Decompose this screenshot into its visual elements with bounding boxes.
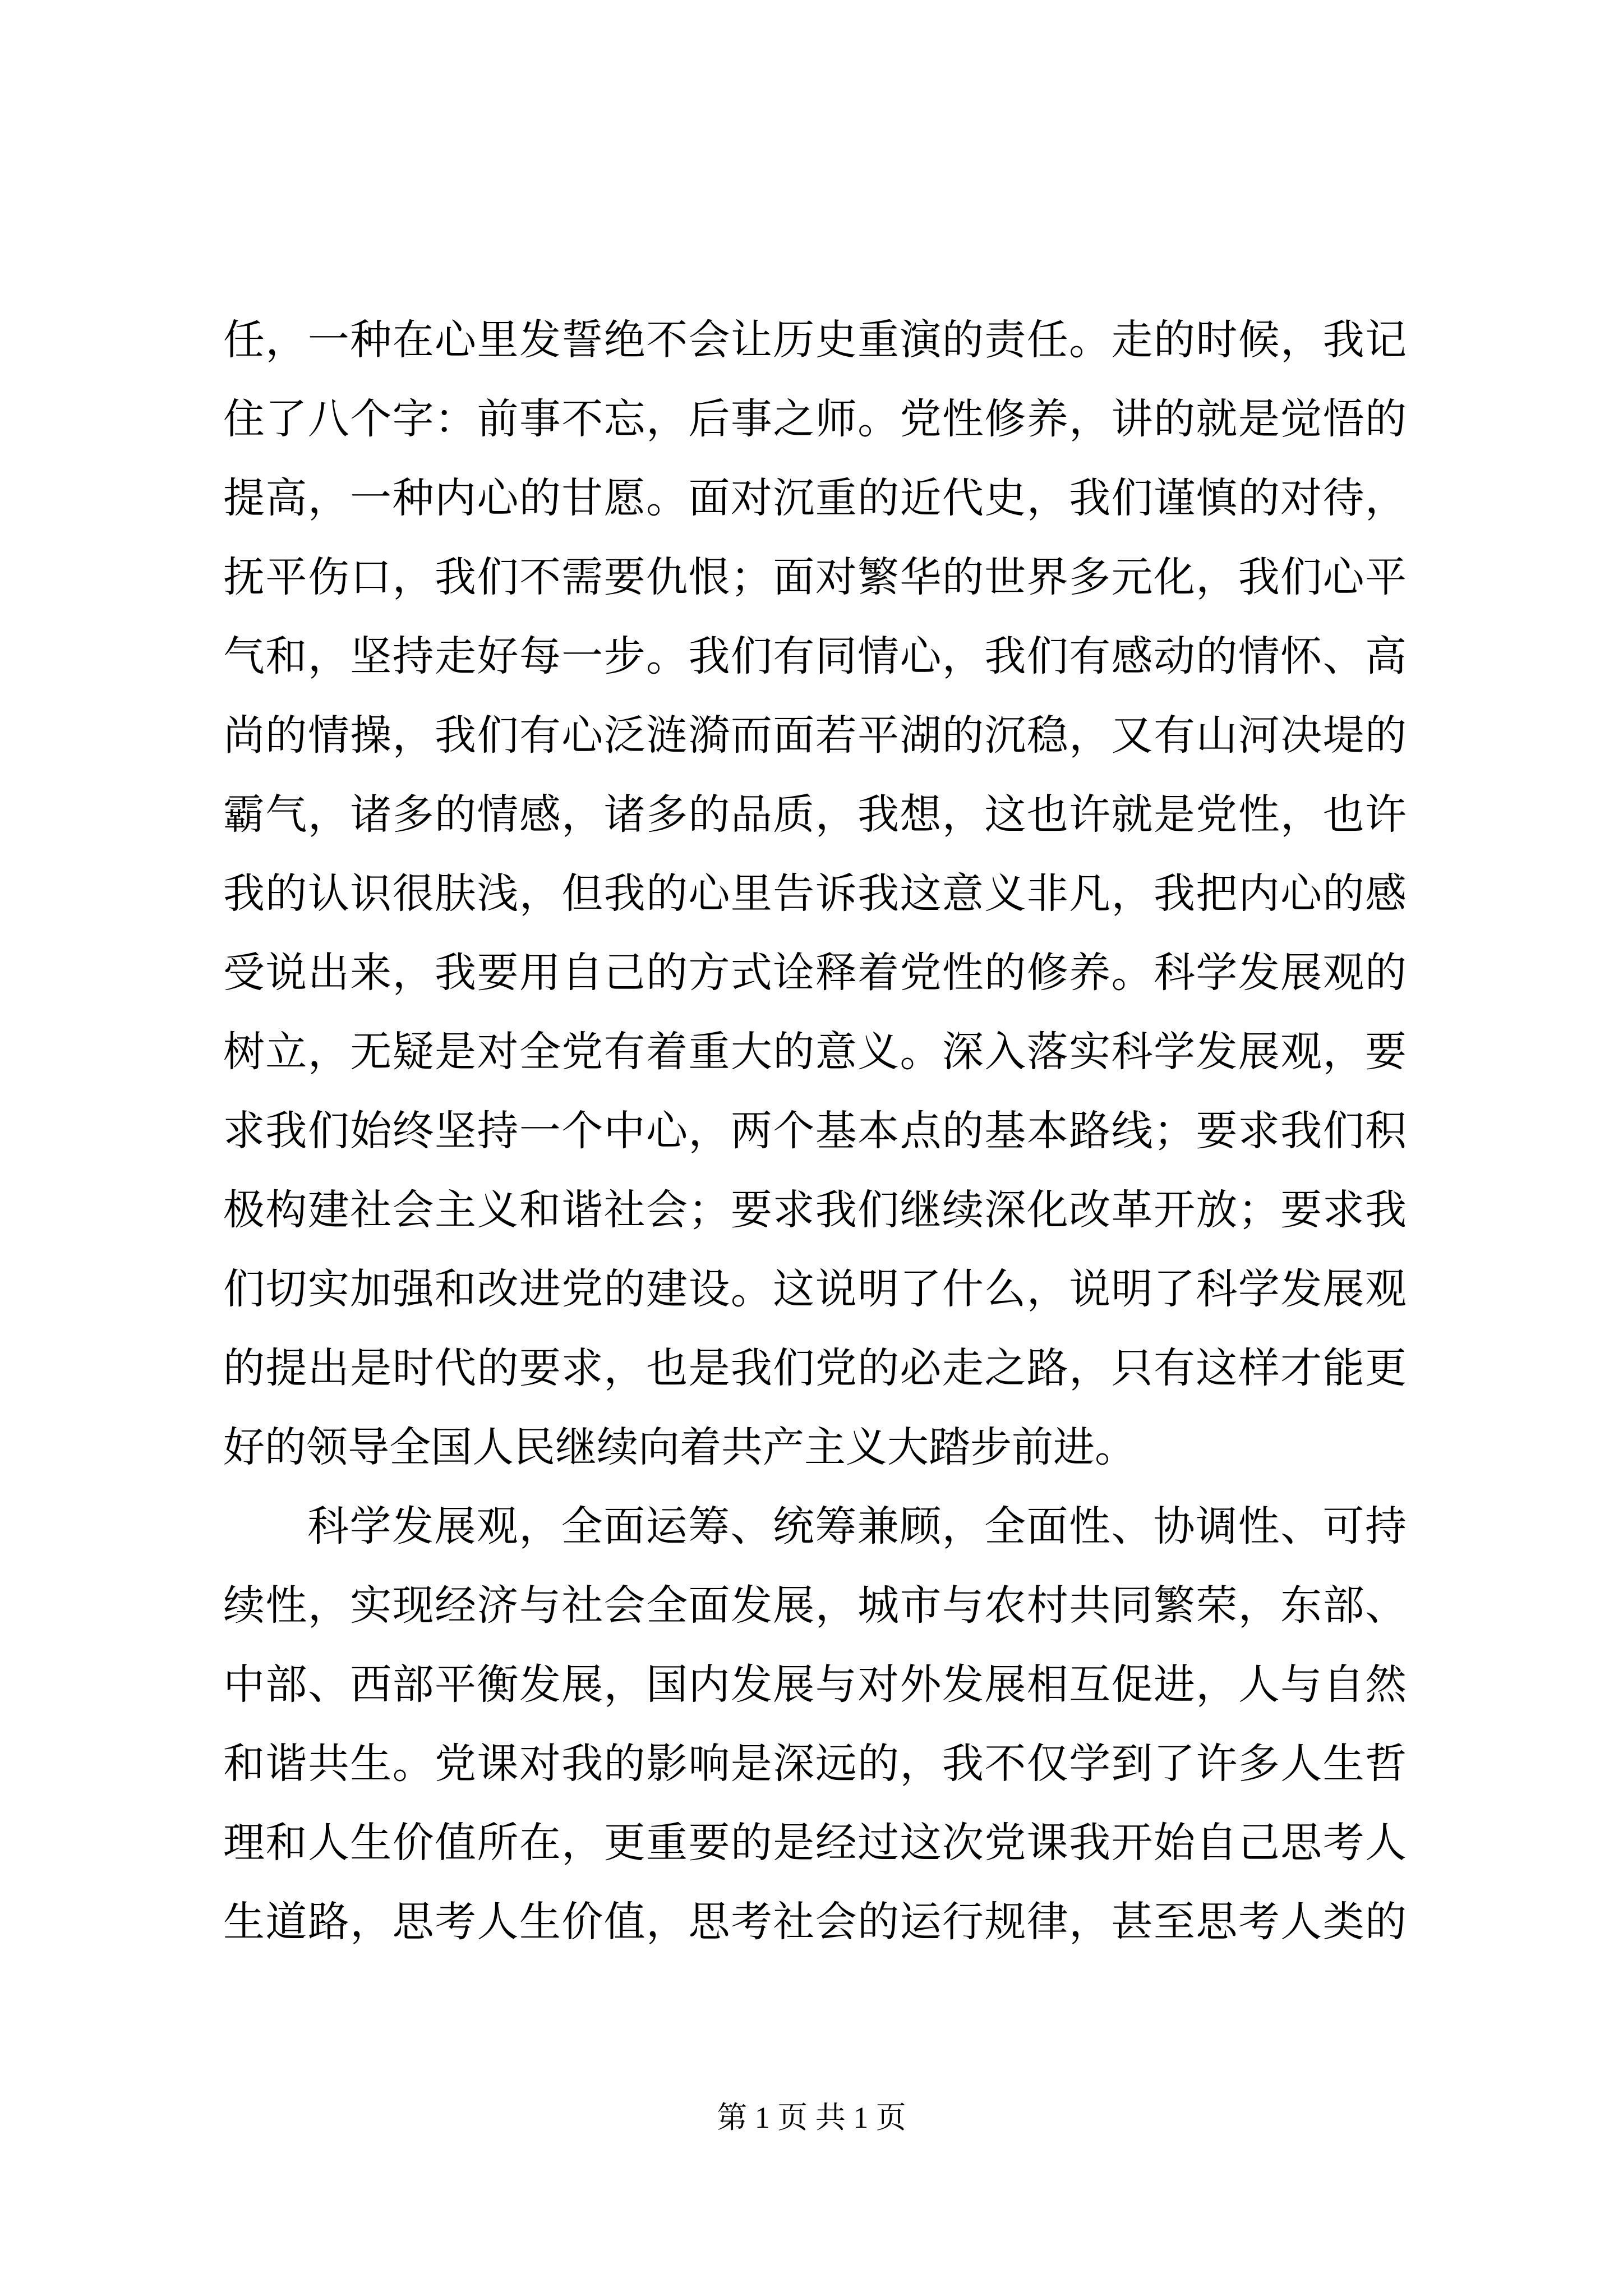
text-line: 提高，一种内心的甘愿。面对沉重的近代史，我们谨慎的对待， — [223, 474, 1407, 522]
text-line: 受说出来，我要用自己的方式诠释着党性的修养。科学发展观的 — [223, 949, 1407, 997]
paragraph-1 — [223, 301, 1407, 1487]
text-line: 求我们始终坚持一个中心，两个基本点的基本路线；要求我们积 — [223, 1107, 1407, 1155]
text-line: 们切实加强和改进党的建设。这说明了什么，说明了科学发展观 — [223, 1265, 1407, 1313]
text-line: 科学发展观，全面运筹、统筹兼顾，全面性、协调性、可持 — [307, 1502, 1407, 1550]
text-line: 中部、西部平衡发展，国内发展与对外发展相互促进，人与自然 — [223, 1660, 1407, 1709]
text-line: 气和，坚持走好每一步。我们有同情心，我们有感动的情怀、高 — [223, 632, 1407, 680]
text-line: 霸气，诸多的情感，诸多的品质，我想，这也许就是党性，也许 — [223, 790, 1407, 839]
paragraph-2 — [223, 1487, 1407, 1962]
text-line: 的提出是时代的要求，也是我们党的必走之路，只有这样才能更 — [223, 1344, 1407, 1392]
text-line: 生道路，思考人生价值，思考社会的运行规律，甚至思考人类的 — [223, 1898, 1407, 1946]
document-body — [223, 301, 1407, 1962]
text-line: 理和人生价值所在，更重要的是经过这次党课我开始自己思考人 — [223, 1819, 1407, 1867]
text-line: 我的认识很肤浅，但我的心里告诉我这意义非凡，我把内心的感 — [223, 869, 1407, 918]
text-line: 极构建社会主义和谐社会；要求我们继续深化改革开放；要求我 — [223, 1186, 1407, 1234]
text-line: 抚平伤口，我们不需要仇恨；面对繁华的世界多元化，我们心平 — [223, 553, 1407, 601]
text-line: 住了八个字：前事不忘，后事之师。党性修养，讲的就是觉悟的 — [223, 395, 1407, 443]
text-line: 尚的情操，我们有心泛涟漪而面若平湖的沉稳，又有山河决堤的 — [223, 711, 1407, 760]
text-line: 树立，无疑是对全党有着重大的意义。深入落实科学发展观，要 — [223, 1028, 1407, 1076]
page-number-footer: 第 1 页 共 1 页 — [717, 2101, 906, 2134]
text-line: 和谐共生。党课对我的影响是深远的，我不仅学到了许多人生哲 — [223, 1740, 1407, 1788]
text-line: 续性，实现经济与社会全面发展，城市与农村共同繁荣，东部、 — [223, 1581, 1407, 1630]
text-line: 好的领导全国人民继续向着共产主义大踏步前进。 — [223, 1423, 1136, 1471]
text-line: 任，一种在心里发誓绝不会让历史重演的责任。走的时候，我记 — [223, 316, 1407, 364]
